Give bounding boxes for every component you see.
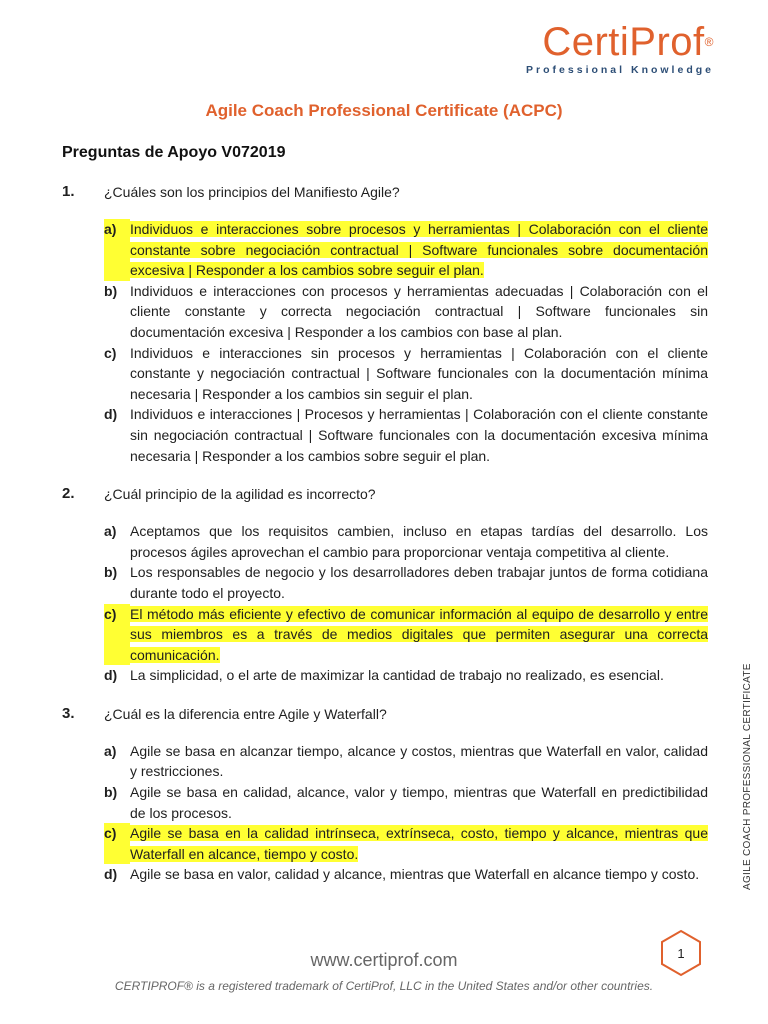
option-text: Agile se basa en la calidad intrínseca, extrínseca, costo, tiempo y alcance, mientras que Waterfall en alcance, tiempo y costo.	[130, 825, 708, 862]
option-text-wrap	[130, 521, 708, 562]
option-letter: c)	[104, 344, 117, 361]
question-1	[62, 182, 708, 202]
vertical-certificate-label: AGILE COACH PROFESSIONAL CERTIFICATE	[742, 663, 753, 890]
option-text-wrap	[130, 604, 708, 666]
question-3	[62, 704, 708, 724]
answer-options	[62, 741, 708, 885]
option-text: Aceptamos que los requisitos cambien, incluso en etapas tardías del desarrollo. Los procesos ágiles aprovechan el cambio para proporcionar ventaja competitiva al cliente.	[130, 523, 708, 560]
answer-option	[62, 782, 708, 823]
option-letter: a)	[104, 742, 117, 759]
option-letter: b)	[104, 784, 118, 801]
logo-tagline: Professional Knowledge	[526, 64, 714, 76]
answer-option	[62, 741, 708, 782]
option-text-wrap	[130, 823, 708, 864]
option-text: Individuos e interacciones sobre procesos y herramientas | Colaboración con el cliente constante sobre negociación contractual | Software funcionales sobre documentación excesiva | Responder a los cambios sobre seguir el plan.	[130, 221, 708, 279]
question-text: ¿Cuáles son los principios del Manifiesto Agile?	[104, 184, 400, 200]
answer-options	[62, 219, 708, 466]
option-letter: c)	[104, 604, 130, 666]
answer-option	[62, 521, 708, 562]
logo-wordmark: CertiProf	[542, 20, 705, 64]
option-text: Individuos e interacciones | Procesos y herramientas | Colaboración con el cliente constante sin negociación contractual | Software funcionales con la documentación excesiva mínima necesaria | Responder a los cambios sobre seguir el plan.	[130, 406, 708, 464]
document-subtitle: Preguntas de Apoyo V072019	[62, 144, 286, 161]
question-number: 3.	[62, 704, 75, 722]
option-letter: a)	[104, 219, 130, 281]
option-letter: d)	[104, 866, 118, 883]
option-letter: c)	[104, 823, 130, 864]
question-2	[62, 484, 708, 504]
question-number: 1.	[62, 183, 75, 200]
answer-option	[62, 562, 708, 603]
option-text: Agile se basa en calidad, alcance, valor y tiempo, mientras que Waterfall en predictibilidad de los procesos.	[130, 784, 708, 821]
answer-option	[62, 281, 708, 343]
option-letter: b)	[104, 282, 118, 299]
option-text-wrap	[130, 864, 708, 885]
question-number: 2.	[62, 485, 75, 503]
answer-option	[62, 343, 708, 405]
logo-registered-mark: ®	[704, 35, 714, 49]
option-text-wrap	[130, 281, 708, 343]
option-text-wrap	[130, 665, 708, 686]
answer-options	[62, 521, 708, 686]
answer-option-highlighted	[62, 604, 708, 666]
question-list	[62, 182, 708, 903]
question-text: ¿Cuál principio de la agilidad es incorrecto?	[104, 486, 376, 503]
footer-website-link[interactable]: www.certiprof.com	[310, 950, 458, 970]
option-letter: d)	[104, 406, 118, 423]
certiprof-logo	[526, 22, 714, 76]
answer-option	[62, 665, 708, 686]
document-title: Agile Coach Professional Certificate (ACPC)	[205, 101, 563, 120]
option-text-wrap	[130, 219, 708, 281]
option-text-wrap	[130, 343, 708, 405]
option-text: Agile se basa en valor, calidad y alcance, mientras que Waterfall en alcance tiempo y costo.	[130, 866, 700, 883]
answer-option	[62, 864, 708, 885]
option-text-wrap	[130, 782, 708, 823]
option-text: Individuos e interacciones sin procesos y herramientas | Colaboración con el cliente constante y negociación contractual | Software funcionales con la documentación mínima necesaria | Responder a los cambios sin seguir el plan.	[130, 344, 708, 402]
answer-option-highlighted	[62, 823, 708, 864]
option-letter: d)	[104, 667, 118, 684]
option-text-wrap	[130, 741, 708, 782]
option-text-wrap	[130, 562, 708, 603]
option-text: Individuos e interacciones con procesos y herramientas adecuadas | Colaboración con el cliente constante y correcta negociación contractual | Software funcionales sin documentación excesiva | Responder a los cambios con base al plan.	[130, 282, 708, 340]
option-text: El método más eficiente y efectivo de comunicar información al equipo de desarrollo y entre sus miembros es a través de medios digitales que permiten asegurar una correcta comunicación.	[130, 605, 708, 663]
answer-option	[62, 404, 708, 466]
page-number: 1	[677, 946, 685, 961]
option-letter: a)	[104, 523, 117, 540]
option-text: La simplicidad, o el arte de maximizar la cantidad de trabajo no realizado, es esencial.	[130, 667, 664, 684]
footer-trademark-note: CERTIPROF® is a registered trademark of CertiProf, LLC in the United States and/or other countries.	[114, 979, 654, 993]
option-text: Los responsables de negocio y los desarrolladores deben trabajar juntos de forma cotidiana durante todo el proyecto.	[130, 564, 708, 601]
option-text-wrap	[130, 404, 708, 466]
question-text: ¿Cuál es la diferencia entre Agile y Waterfall?	[104, 705, 387, 722]
option-letter: b)	[104, 564, 118, 581]
answer-option-highlighted	[62, 219, 708, 281]
option-text: Agile se basa en alcanzar tiempo, alcance y costos, mientras que Waterfall en valor, calidad y restricciones.	[130, 742, 708, 780]
